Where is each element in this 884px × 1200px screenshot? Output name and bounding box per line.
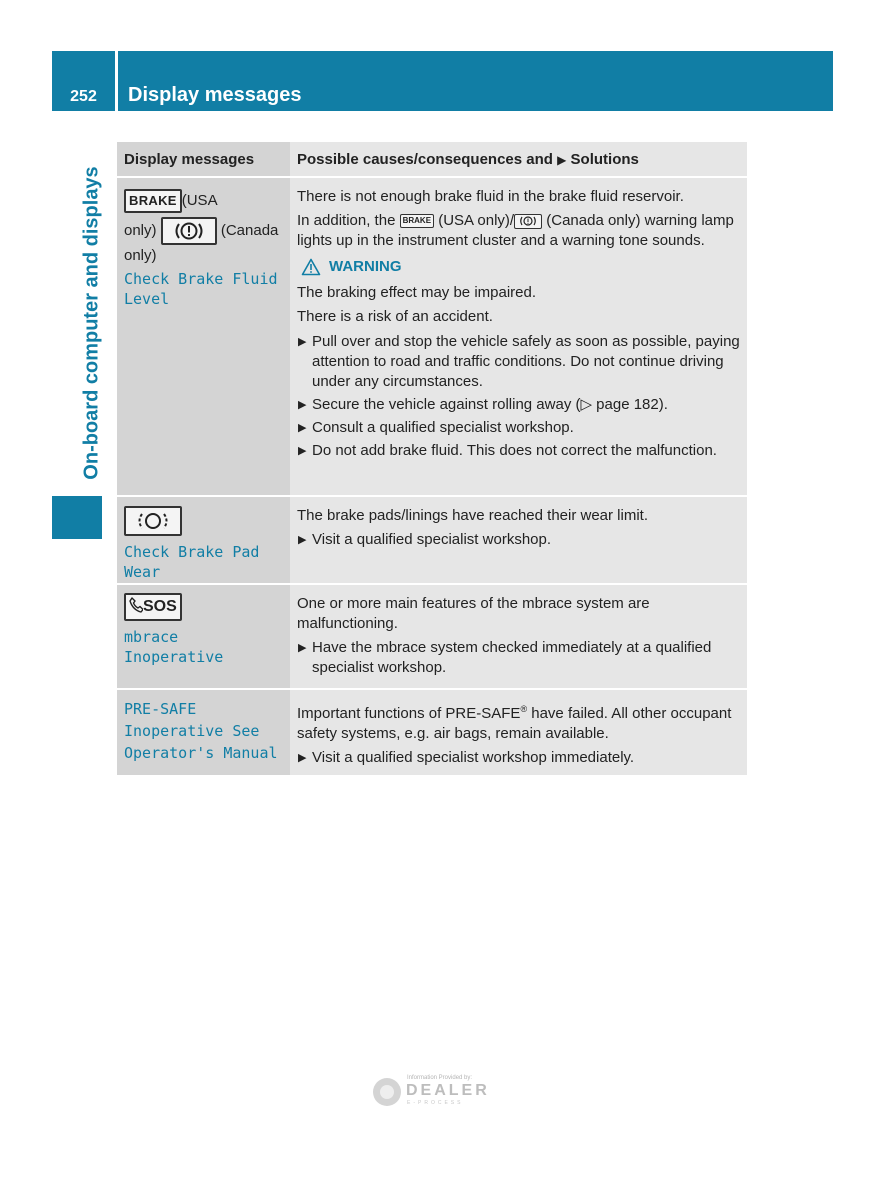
sos-label: SOS [143, 598, 177, 615]
table-row [117, 690, 747, 775]
bullet-icon: ▶ [298, 534, 307, 546]
watermark-brand: DEALER [406, 1082, 490, 1099]
canada-label: (Canada [220, 222, 279, 239]
message-text: Check Brake Pad Wear [124, 543, 260, 581]
only-label: only) [124, 222, 157, 239]
solution-step [297, 395, 740, 415]
brake-circle-icon [161, 217, 217, 245]
solution-step [297, 441, 740, 461]
solution-step-text: Visit a qualified specialist workshop. [312, 531, 552, 548]
solution-cell [290, 178, 747, 495]
bullet-icon: ▶ [298, 642, 307, 654]
col-header-messages: Display messages [117, 142, 290, 176]
cause-text-2 [297, 211, 740, 251]
message-cell [117, 178, 290, 495]
table-row [117, 497, 747, 585]
cause-text-2a: In addition, the [297, 212, 396, 229]
header-divider [115, 51, 118, 111]
message-cell [117, 497, 290, 583]
cause-text-2b: (USA only)/ [438, 212, 515, 229]
solution-step-text: Have the mbrace system checked immediately at a qualified specialist workshop. [312, 639, 712, 676]
brake-circle-icon-graphic [173, 220, 205, 242]
bullet-icon: ▶ [298, 336, 307, 348]
message-cell [117, 690, 290, 775]
brake-inline-icon: BRAKE [400, 214, 434, 228]
solution-step [297, 418, 740, 438]
col-header-causes-text: Possible causes/consequences and [297, 151, 553, 168]
solution-step-text: Do not add brake fluid. This does not correct the malfunction. [312, 442, 717, 459]
col-header-solutions-text: Solutions [570, 151, 639, 168]
phone-icon [129, 597, 143, 613]
message-cell [117, 585, 290, 688]
message-text: PRE-SAFE Inoperative See Operator's Manual [124, 700, 278, 762]
watermark-logo-icon [373, 1078, 401, 1106]
cause-text: There is not enough brake fluid in the brake fluid reservoir. [297, 188, 684, 205]
bullet-icon: ▶ [298, 399, 307, 411]
brake-pad-wear-icon [124, 506, 182, 536]
warning-text-2: There is a risk of an accident. [297, 308, 493, 325]
watermark-subtitle: E-PROCESS [407, 1100, 464, 1106]
solution-step-text: Pull over and stop the vehicle safely as soon as possible, paying attention to road and traffic conditions. Do not continue driving under any circumstances. [312, 333, 740, 390]
message-text: Check Brake Fluid Level [124, 270, 278, 308]
bullet-icon: ▶ [298, 445, 307, 457]
bullet-icon: ▶ [298, 422, 307, 434]
sos-icon [124, 593, 182, 621]
warning-triangle-icon [301, 258, 321, 276]
brake-circle-inline-icon-graphic [518, 215, 538, 227]
cause-text-b: have failed. All other occupant safety systems, e.g. air bags, remain available. [297, 705, 732, 742]
table-header-row [117, 142, 747, 178]
page-number: 252 [70, 88, 97, 105]
cause-text: One or more main features of the mbrace system are malfunctioning. [297, 595, 650, 632]
message-text: mbrace Inoperative [124, 628, 224, 666]
dealer-watermark [373, 1074, 503, 1110]
solution-step-text: Secure the vehicle against rolling away (▷ page 182). [312, 396, 668, 413]
col-header-causes [290, 142, 747, 176]
brake-circle-inline-icon [514, 214, 542, 229]
solution-step-text: Consult a qualified specialist workshop. [312, 419, 574, 436]
solutions-arrow-icon: ▶ [557, 153, 567, 167]
cause-text [297, 699, 740, 744]
solution-cell [290, 585, 747, 688]
warning-heading [301, 257, 740, 277]
table-row [117, 178, 747, 497]
solution-step [297, 332, 740, 392]
bullet-icon: ▶ [298, 752, 307, 764]
registered-mark: ® [520, 704, 528, 714]
display-messages-table [117, 142, 747, 775]
solution-step [297, 748, 740, 768]
table-row [117, 585, 747, 690]
solution-cell [290, 690, 747, 775]
page-title: Display messages [128, 84, 302, 106]
brake-pad-wear-icon-graphic [136, 509, 170, 533]
cause-text: The brake pads/linings have reached their wear limit. [297, 507, 649, 524]
cause-text-a: Important functions of PRE-SAFE [297, 705, 521, 722]
solution-cell [290, 497, 747, 583]
usa-label: (USA [181, 192, 218, 209]
brake-warning-icon: BRAKE [124, 189, 182, 213]
solution-step [297, 530, 740, 550]
only-label-2: only) [124, 247, 157, 264]
solution-step [297, 638, 740, 678]
warning-label: WARNING [329, 258, 402, 275]
warning-text: The braking effect may be impaired. [297, 284, 537, 301]
cause-text-2c: (Canada only) warning lamp lights up in the instrument cluster and a warning tone sounds. [297, 212, 734, 249]
watermark-caption: Information Provided by: [407, 1075, 473, 1081]
side-tab-marker [52, 496, 102, 539]
solution-step-text: Visit a qualified specialist workshop immediately. [312, 749, 635, 766]
side-tab-label: On-board computer and displays [80, 166, 103, 480]
